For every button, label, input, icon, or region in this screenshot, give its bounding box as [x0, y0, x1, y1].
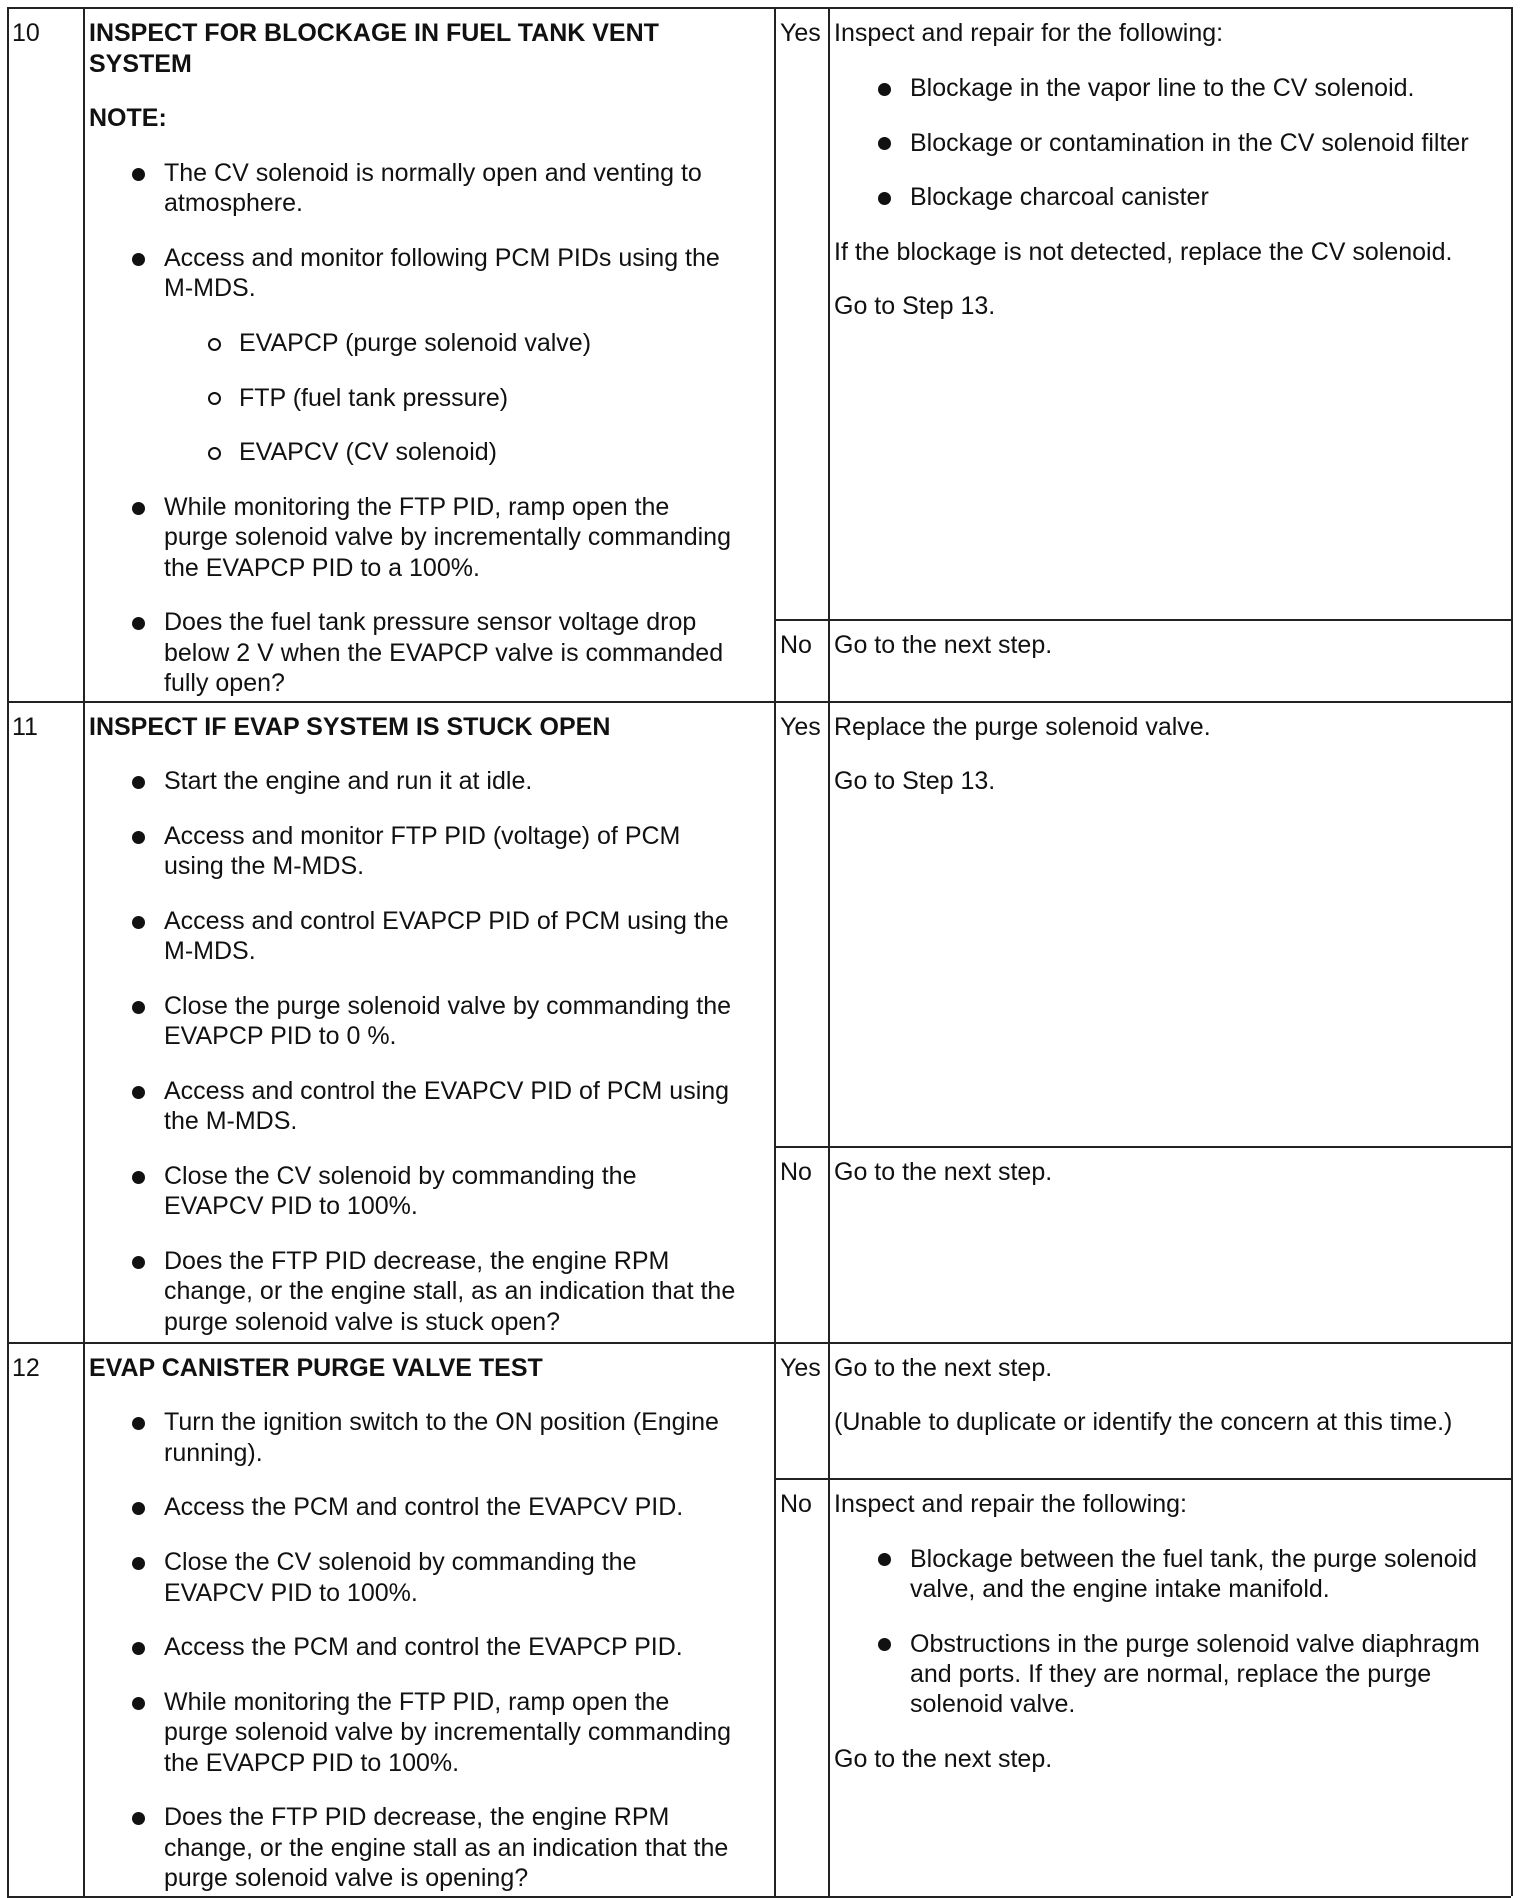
check-item: Access the PCM and control the EVAPCV PID. [164, 1493, 684, 1521]
step-number: 11 [12, 713, 38, 741]
bullet-icon [132, 168, 145, 181]
bullet-icon [132, 1086, 145, 1099]
sub-bullet-icon [208, 392, 221, 405]
check-item: running). [164, 1439, 263, 1467]
bullet-icon [132, 776, 145, 789]
step-title: INSPECT IF EVAP SYSTEM IS STUCK OPEN [89, 713, 611, 741]
check-item: the EVAPCP PID to a 100%. [164, 554, 480, 582]
bullet-icon [132, 253, 145, 266]
action-text: Inspect and repair for the following: [834, 19, 1224, 47]
action-text: If the blockage is not detected, replace the CV solenoid. [834, 238, 1453, 266]
step-title: EVAP CANISTER PURGE VALVE TEST [89, 1354, 543, 1382]
table-border-left [7, 7, 9, 1896]
check-item: fully open? [164, 669, 285, 697]
check-item: change, or the engine stall as an indication that the [164, 1834, 729, 1862]
sub-bullet-icon [208, 447, 221, 460]
check-item: the EVAPCP PID to 100%. [164, 1749, 460, 1777]
bullet-icon [132, 617, 145, 630]
step-title: INSPECT FOR BLOCKAGE IN FUEL TANK VENT [89, 19, 659, 47]
action-bullet: Blockage in the vapor line to the CV solenoid. [910, 74, 1415, 102]
check-item: While monitoring the FTP PID, ramp open the [164, 493, 670, 521]
column-divider-number [83, 7, 85, 1896]
check-item: Close the CV solenoid by commanding the [164, 1548, 637, 1576]
bullet-icon [878, 137, 891, 150]
bullet-icon [132, 502, 145, 515]
yes-no-separator [774, 1478, 1511, 1480]
column-divider-action [828, 7, 830, 1896]
yes-label: Yes [780, 713, 821, 741]
bullet-icon [132, 1697, 145, 1710]
bullet-icon [132, 916, 145, 929]
action-bullet: valve, and the engine intake manifold. [910, 1575, 1330, 1603]
check-item: Turn the ignition switch to the ON position (Engine [164, 1408, 719, 1436]
check-item: Close the purge solenoid valve by commanding the [164, 992, 732, 1020]
sub-check-item: EVAPCP (purge solenoid valve) [239, 329, 592, 357]
check-item: purge solenoid valve is opening? [164, 1864, 529, 1892]
yes-label: Yes [780, 1354, 821, 1382]
check-item: The CV solenoid is normally open and venting to [164, 159, 702, 187]
check-item: Close the CV solenoid by commanding the [164, 1162, 637, 1190]
check-item: Start the engine and run it at idle. [164, 767, 533, 795]
bullet-icon [132, 1812, 145, 1825]
no-label: No [780, 1490, 812, 1518]
check-item: Does the FTP PID decrease, the engine RPM [164, 1803, 670, 1831]
action-text: Go to the next step. [834, 1745, 1053, 1773]
sub-check-item: EVAPCV (CV solenoid) [239, 438, 497, 466]
check-item: Does the FTP PID decrease, the engine RPM [164, 1247, 670, 1275]
check-item: Access and monitor following PCM PIDs using the [164, 244, 720, 272]
check-item: purge solenoid valve by incrementally commanding [164, 1718, 731, 1746]
bullet-icon [132, 1642, 145, 1655]
action-text: Go to the next step. [834, 631, 1053, 659]
check-item: using the M-MDS. [164, 852, 365, 880]
check-item: M-MDS. [164, 274, 256, 302]
no-label: No [780, 631, 812, 659]
sub-check-item: FTP (fuel tank pressure) [239, 384, 509, 412]
check-item: Access and control EVAPCP PID of PCM using the [164, 907, 729, 935]
bullet-icon [132, 1256, 145, 1269]
check-item: purge solenoid valve by incrementally commanding [164, 523, 731, 551]
column-divider-answer [774, 7, 776, 1896]
action-bullet: Blockage between the fuel tank, the purge solenoid [910, 1545, 1478, 1573]
action-bullet: Blockage or contamination in the CV solenoid filter [910, 129, 1469, 157]
check-item: While monitoring the FTP PID, ramp open the [164, 1688, 670, 1716]
step-title: SYSTEM [89, 50, 192, 78]
bullet-icon [132, 1502, 145, 1515]
check-item: EVAPCV PID to 100%. [164, 1579, 418, 1607]
action-text: Replace the purge solenoid valve. [834, 713, 1211, 741]
action-text: Go to the next step. [834, 1158, 1053, 1186]
check-item: Access and control the EVAPCV PID of PCM using [164, 1077, 730, 1105]
action-text: Inspect and repair the following: [834, 1490, 1187, 1518]
bullet-icon [878, 83, 891, 96]
check-item: Access the PCM and control the EVAPCP PID. [164, 1633, 683, 1661]
step-number: 10 [12, 19, 40, 47]
action-text: Go to Step 13. [834, 292, 996, 320]
bullet-icon [878, 1638, 891, 1651]
check-item: Does the fuel tank pressure sensor voltage drop [164, 608, 697, 636]
bullet-icon [132, 1001, 145, 1014]
action-bullet: Blockage charcoal canister [910, 183, 1209, 211]
step-number: 12 [12, 1354, 40, 1382]
bullet-icon [878, 192, 891, 205]
bullet-icon [132, 1557, 145, 1570]
no-label: No [780, 1158, 812, 1186]
table-border-right [1511, 7, 1513, 1896]
check-item: EVAPCV PID to 100%. [164, 1192, 418, 1220]
bullet-icon [132, 831, 145, 844]
table-border-top [7, 7, 1511, 9]
action-text: Go to the next step. [834, 1354, 1053, 1382]
action-bullet: Obstructions in the purge solenoid valve diaphragm [910, 1630, 1480, 1658]
sub-bullet-icon [208, 338, 221, 351]
bullet-icon [132, 1171, 145, 1184]
action-text: Go to Step 13. [834, 767, 996, 795]
row-separator [7, 701, 1511, 703]
note-label: NOTE: [89, 104, 167, 132]
yes-no-separator [774, 619, 1511, 621]
action-text: (Unable to duplicate or identify the concern at this time.) [834, 1408, 1453, 1436]
check-item: Access and monitor FTP PID (voltage) of PCM [164, 822, 681, 850]
bullet-icon [132, 1417, 145, 1430]
check-item: atmosphere. [164, 189, 303, 217]
check-item: M-MDS. [164, 937, 256, 965]
check-item: change, or the engine stall, as an indication that the [164, 1277, 736, 1305]
check-item: below 2 V when the EVAPCP valve is commanded [164, 639, 724, 667]
action-bullet: and ports. If they are normal, replace the purge [910, 1660, 1432, 1688]
yes-no-separator [774, 1146, 1511, 1148]
check-item: EVAPCP PID to 0 %. [164, 1022, 397, 1050]
check-item: purge solenoid valve is stuck open? [164, 1308, 561, 1336]
row-separator [7, 1342, 1511, 1344]
bullet-icon [878, 1553, 891, 1566]
action-bullet: solenoid valve. [910, 1690, 1076, 1718]
yes-label: Yes [780, 19, 821, 47]
check-item: the M-MDS. [164, 1107, 298, 1135]
